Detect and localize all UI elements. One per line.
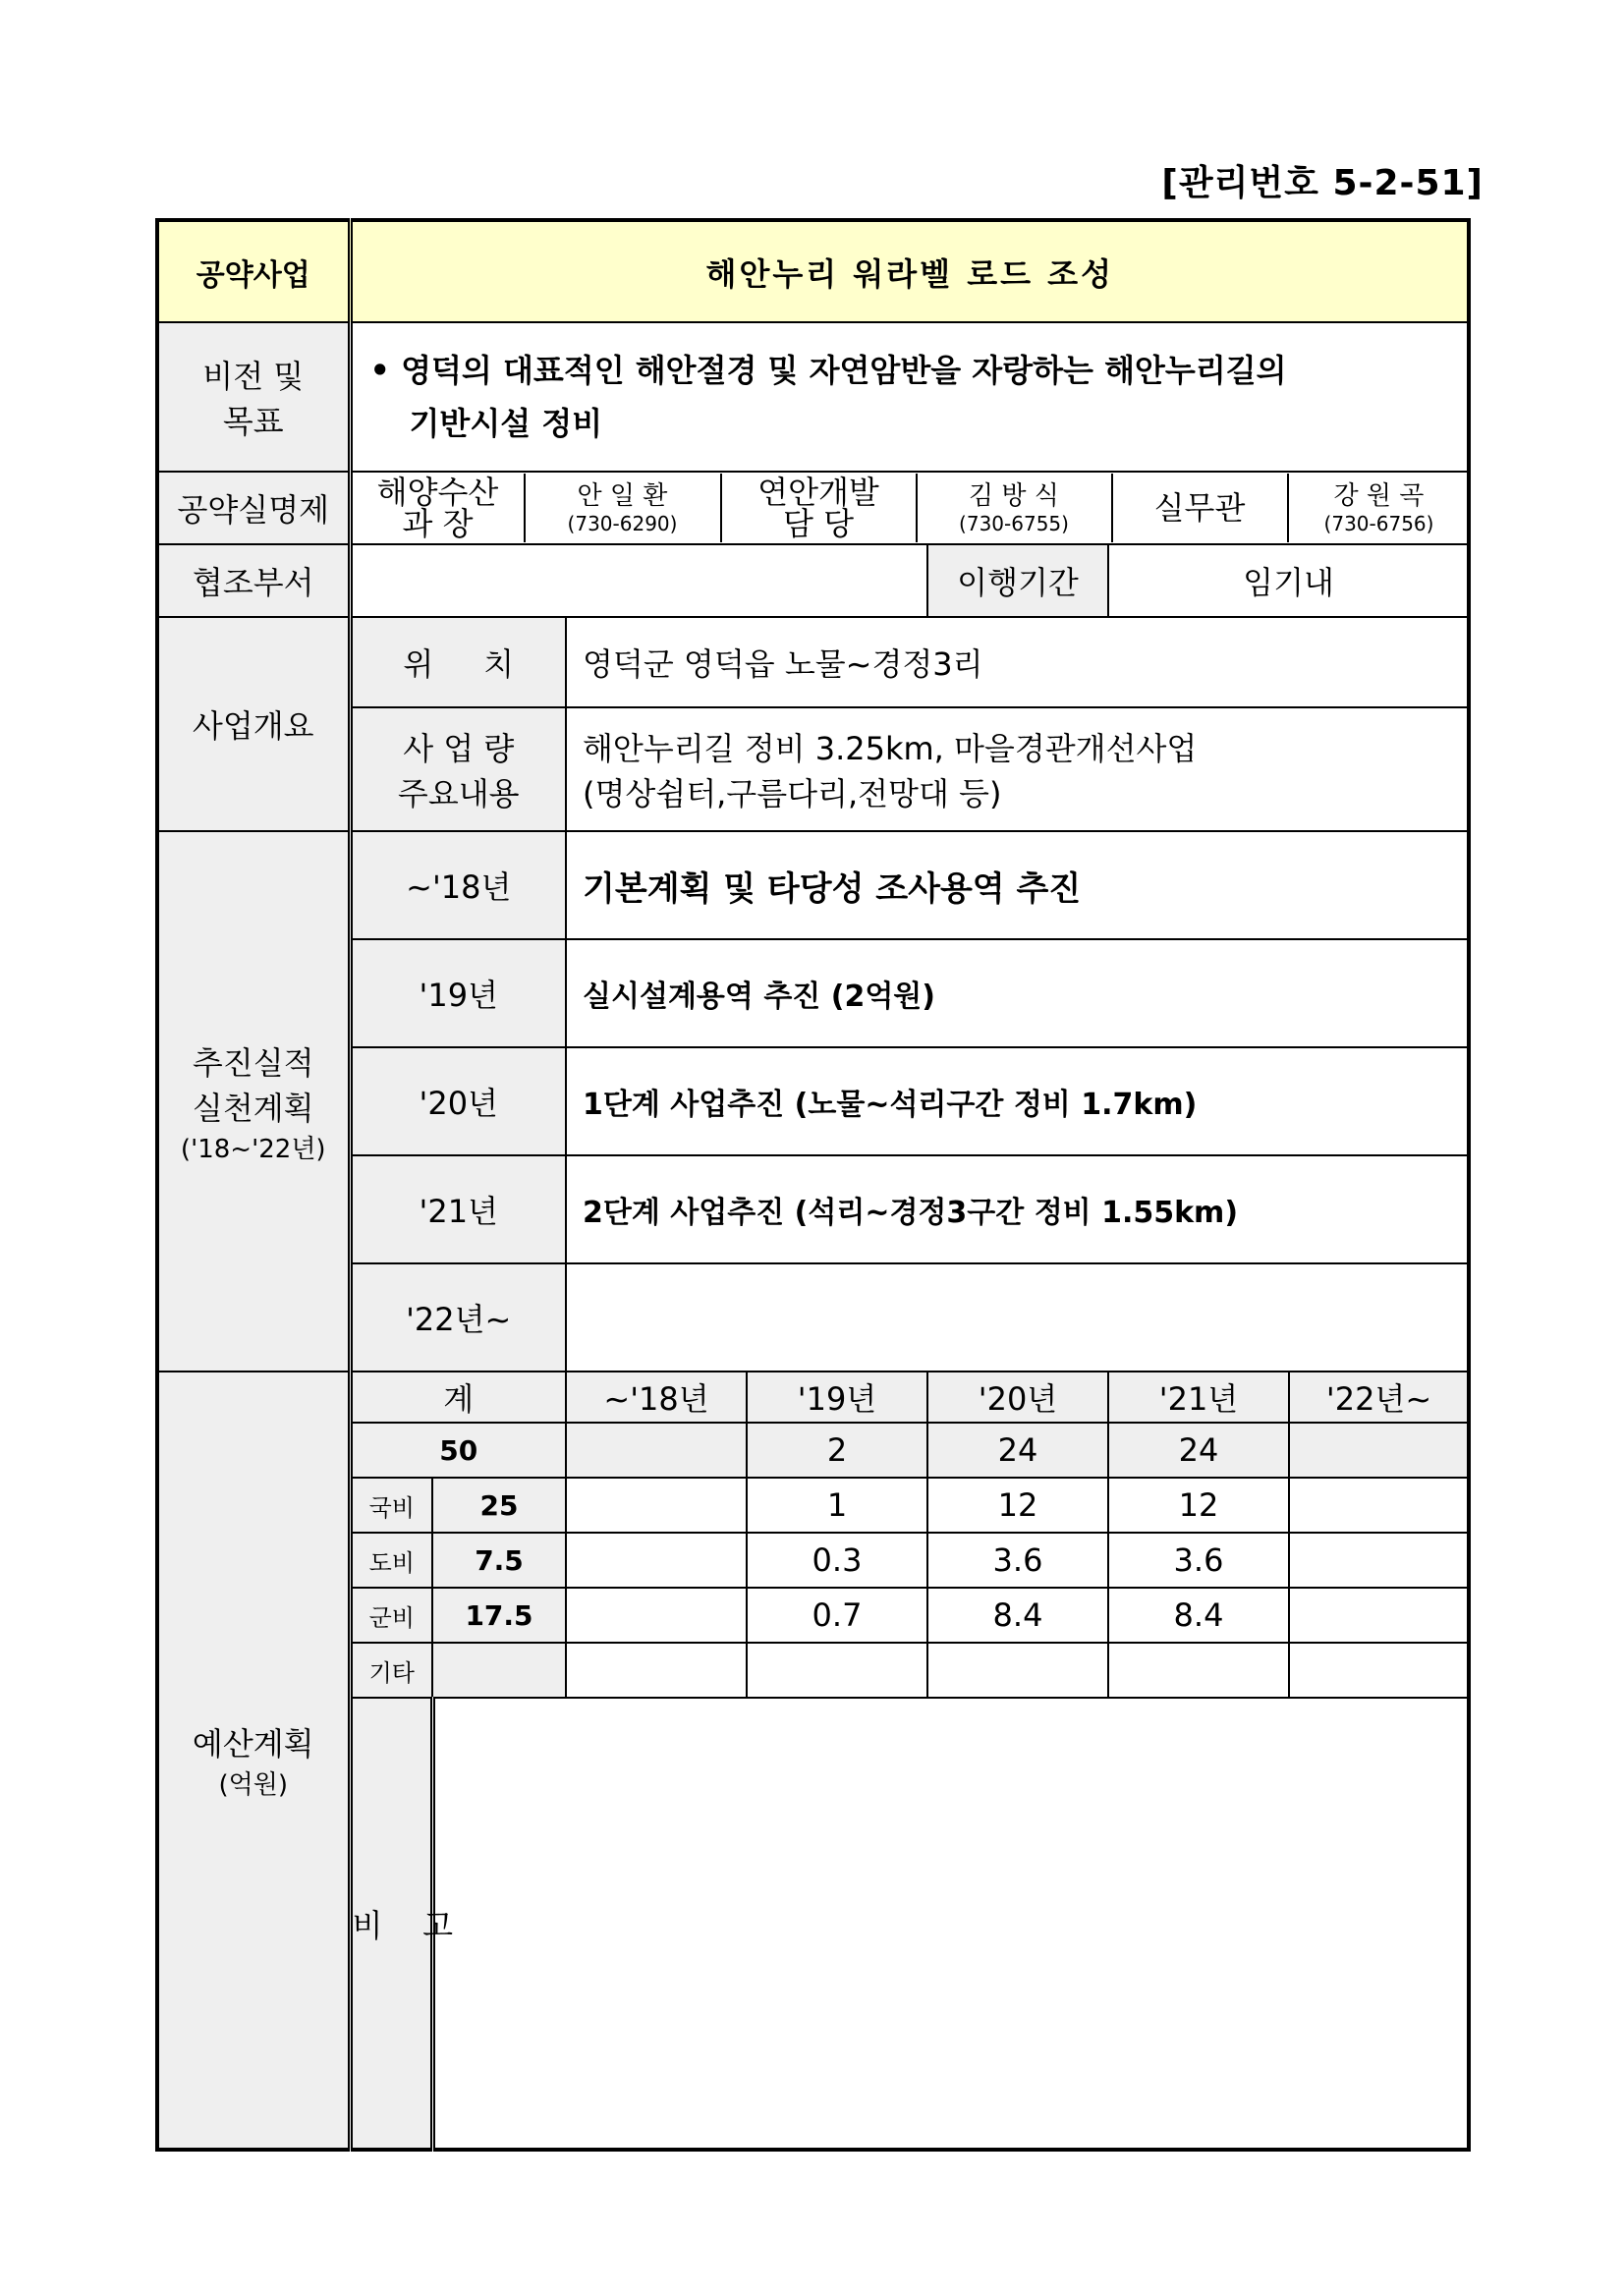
budget-cell (927, 1643, 1108, 1698)
budget-header: ~'18년 (566, 1372, 747, 1423)
budget-cell (747, 1643, 927, 1698)
budget-cell (1289, 1533, 1469, 1588)
budget-sum: 7.5 (432, 1533, 566, 1588)
progress-text: 2단계 사업추진 (석리~경정3구간 정비 1.55km) (566, 1155, 1469, 1263)
remarks-row (157, 1698, 1469, 2150)
budget-source: 국비 (350, 1478, 432, 1533)
budget-sum: 25 (432, 1478, 566, 1533)
dept1-line2: 과 장 (402, 505, 474, 542)
location-label: 위 치 (350, 617, 566, 707)
budget-total-row (157, 1423, 1469, 1478)
responsible-inner-table (353, 474, 1470, 542)
progress-year: ~'18년 (350, 831, 566, 939)
budget-cell (1289, 1643, 1469, 1698)
progress-text: 1단계 사업추진 (노물~석리구간 정비 1.7km) (566, 1047, 1469, 1155)
period-value: 임기내 (1108, 544, 1469, 617)
vision-label-line2: 목표 (222, 403, 284, 440)
vision-text-line1: 영덕의 대표적인 해안절경 및 자연암반을 자랑하는 해안누리길의 (401, 352, 1287, 389)
progress-row (157, 831, 1469, 939)
pledge-title: 해안누리 워라벨 로드 조성 (350, 220, 1469, 322)
remarks-value (432, 1698, 1469, 2150)
pledge-form-table (155, 218, 1471, 2152)
progress-year: '20년 (350, 1047, 566, 1155)
content-line2: (명상쉼터,구름다리,전망대 등) (583, 775, 1002, 812)
budget-source: 기타 (350, 1643, 432, 1698)
vision-row (157, 322, 1469, 472)
progress-row (157, 1047, 1469, 1155)
budget-cell (1108, 1643, 1289, 1698)
dept2 (721, 474, 917, 542)
budget-cell: 2 (747, 1423, 927, 1478)
responsible-cell (350, 472, 1469, 544)
budget-cell: 24 (1108, 1423, 1289, 1478)
overview-location-row (157, 617, 1469, 707)
progress-year: '22년~ (350, 1263, 566, 1372)
progress-row (157, 1263, 1469, 1372)
content-line1: 해안누리길 정비 3.25km, 마을경관개선사업 (583, 730, 1198, 767)
content-label-line1: 사 업 량 (403, 730, 515, 767)
progress-row (157, 1155, 1469, 1263)
person2 (917, 474, 1112, 542)
dept2-line2: 담 당 (783, 505, 854, 542)
person3 (1288, 474, 1470, 542)
progress-year: '21년 (350, 1155, 566, 1263)
content-label-line2: 주요내용 (397, 775, 520, 812)
responsible-label: 공약실명제 (157, 472, 350, 544)
budget-cell (566, 1533, 747, 1588)
remarks-label: 비 고 (350, 1698, 432, 2150)
cooperation-value (350, 544, 927, 617)
dept1-line1: 해양수산 (376, 474, 499, 511)
person1 (525, 474, 721, 542)
budget-cell (566, 1643, 747, 1698)
progress-label-line1: 추진실적 (192, 1043, 314, 1082)
budget-label (157, 1372, 350, 2150)
progress-year: '19년 (350, 939, 566, 1047)
budget-label-line1: 예산계획 (192, 1725, 314, 1763)
budget-header: '19년 (747, 1372, 927, 1423)
vision-text-line2: 기반시설 정비 (409, 405, 603, 442)
person3-name: 강 원 곡 (1333, 481, 1425, 511)
budget-cell: 3.6 (1108, 1533, 1289, 1588)
budget-cell: 8.4 (927, 1588, 1108, 1643)
progress-row (157, 939, 1469, 1047)
budget-cell: 12 (1108, 1478, 1289, 1533)
person3-phone: (730-6756) (1323, 512, 1434, 535)
budget-cell: 0.7 (747, 1588, 927, 1643)
dept1 (353, 474, 525, 542)
cooperation-label: 협조부서 (157, 544, 350, 617)
budget-cell (1289, 1478, 1469, 1533)
budget-total-sum: 50 (350, 1423, 566, 1478)
person2-name: 김 방 식 (969, 481, 1059, 511)
vision-label-line1: 비전 및 (202, 358, 305, 395)
title-row (157, 220, 1469, 322)
progress-text: 실시설계용역 추진 (2억원) (566, 939, 1469, 1047)
budget-cell: 3.6 (927, 1533, 1108, 1588)
vision-label (157, 322, 350, 472)
budget-header: '22년~ (1289, 1372, 1469, 1423)
period-label: 이행기간 (927, 544, 1108, 617)
cooperation-row (157, 544, 1469, 617)
person1-phone: (730-6290) (567, 512, 678, 535)
budget-cell (1289, 1423, 1469, 1478)
budget-cell: 8.4 (1108, 1588, 1289, 1643)
budget-sum (432, 1643, 566, 1698)
budget-cell (566, 1588, 747, 1643)
location-value: 영덕군 영덕읍 노물~경정3리 (566, 617, 1469, 707)
budget-row (157, 1478, 1469, 1533)
progress-label-line3: ('18~'22년) (180, 1134, 326, 1164)
budget-row (157, 1533, 1469, 1588)
budget-sum: 17.5 (432, 1588, 566, 1643)
budget-cell: 24 (927, 1423, 1108, 1478)
progress-label-line2: 실천계획 (192, 1089, 314, 1127)
person1-name: 안 일 환 (577, 481, 668, 511)
budget-header: '20년 (927, 1372, 1108, 1423)
budget-cell (566, 1423, 747, 1478)
person2-phone: (730-6755) (959, 512, 1069, 535)
overview-content-row (157, 707, 1469, 831)
vision-line1 (370, 344, 1451, 397)
budget-cell (566, 1478, 747, 1533)
budget-source: 군비 (350, 1588, 432, 1643)
budget-cell (1289, 1588, 1469, 1643)
progress-text: 기본계획 및 타당성 조사용역 추진 (566, 831, 1469, 939)
budget-source: 도비 (350, 1533, 432, 1588)
budget-header: 계 (350, 1372, 566, 1423)
content-label (350, 707, 566, 831)
budget-row (157, 1643, 1469, 1698)
overview-label: 사업개요 (157, 617, 350, 831)
bullet-icon: • (369, 352, 390, 389)
pledge-label: 공약사업 (157, 220, 350, 322)
content-value (566, 707, 1469, 831)
dept2-line1: 연안개발 (757, 474, 879, 511)
budget-cell: 1 (747, 1478, 927, 1533)
budget-row (157, 1588, 1469, 1643)
dept3: 실무관 (1112, 474, 1288, 542)
management-number: [관리번호 5-2-51] (1161, 163, 1484, 203)
budget-cell: 0.3 (747, 1533, 927, 1588)
budget-header: '21년 (1108, 1372, 1289, 1423)
responsible-row (157, 472, 1469, 544)
budget-header-row (157, 1372, 1469, 1423)
vision-text (350, 322, 1469, 472)
budget-cell: 12 (927, 1478, 1108, 1533)
progress-label (157, 831, 350, 1372)
progress-text (566, 1263, 1469, 1372)
budget-label-line2: (억원) (218, 1770, 289, 1800)
